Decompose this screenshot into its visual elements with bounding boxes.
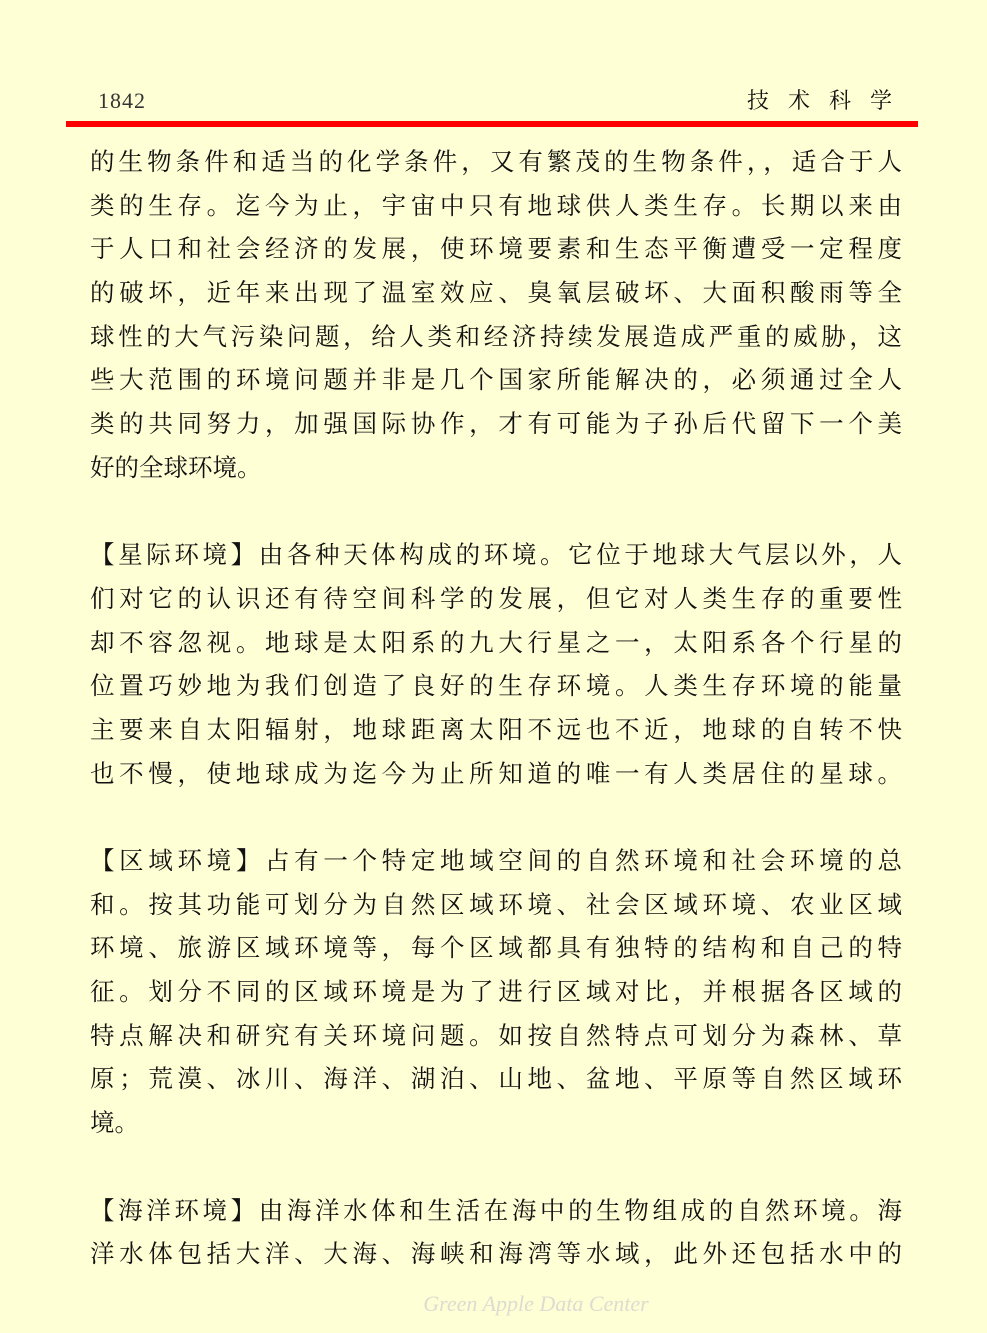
- text-line: 也不慢，使地球成为迄今为止所知道的唯一有人类居住的星球。: [90, 758, 902, 788]
- text-line: 环境、旅游区域环境等，每个区域都具有独特的结构和自己的特: [90, 933, 902, 963]
- page-number: 1842: [98, 88, 146, 113]
- text-line: 洋水体包括大洋、大海、海峡和海湾等水域，此外还包括水中的: [90, 1239, 902, 1269]
- paragraph: [90, 839, 902, 1145]
- text-line: 原；荒漠、冰川、海洋、湖泊、山地、盆地、平原等自然区域环: [90, 1064, 902, 1094]
- text-line: 的生物条件和适当的化学条件，又有繁茂的生物条件，，适合于人: [90, 147, 902, 176]
- text-line: 主要来自太阳辐射，地球距离太阳不远也不近，地球的自转不快: [90, 714, 902, 744]
- text-line: 球性的大气污染问题，给人类和经济持续发展造成严重的威胁，这: [90, 321, 902, 351]
- text-line: 却不容忽视。地球是太阳系的九大行星之一，太阳系各个行星的: [90, 627, 902, 657]
- text-line: 类的共同努力，加强国际协作，才有可能为子孙后代留下一个美: [90, 409, 902, 439]
- text-line: 征。划分不同的区域环境是为了进行区域对比，并根据各区域的: [90, 977, 902, 1007]
- text-line: 【星际环境】由各种天体构成的环境。它位于地球大气层以外，人: [90, 540, 902, 570]
- text-line: 们对它的认识还有待空间科学的发展，但它对人类生存的重要性: [90, 583, 902, 613]
- text-line: 【海洋环境】由海洋水体和生活在海中的生物组成的自然环境。海: [90, 1195, 902, 1225]
- text-line: 位置巧妙地为我们创造了良好的生存环境。人类生存环境的能量: [90, 671, 902, 701]
- text-line: 些大范围的环境问题并非是几个国家所能解决的，必须通过全人: [90, 365, 902, 395]
- text-line: 和。按其功能可划分为自然区域环境、社会区域环境、农业区域: [90, 889, 902, 919]
- paragraph: [90, 533, 902, 795]
- text-line: 特点解决和研究有关环境问题。如按自然特点可划分为森林、草: [90, 1020, 902, 1050]
- text-line: 类的生存。迄今为止，宇宙中只有地球供人类生存。长期以来由: [90, 190, 902, 220]
- text-line: 好的全球环境。: [90, 452, 262, 482]
- paragraph: [90, 140, 902, 490]
- watermark: Green Apple Data Center: [423, 1291, 649, 1316]
- section-title: 技术科学: [746, 89, 911, 114]
- text-line: 境。: [90, 1108, 139, 1138]
- article-body: [90, 140, 902, 1320]
- text-line: 【区域环境】占有一个特定地域空间的自然环境和社会环境的总: [90, 846, 902, 875]
- text-line: 的破坏，近年来出现了温室效应、臭氧层破坏、大面积酸雨等全: [90, 278, 902, 308]
- header-rule: [66, 121, 918, 127]
- paragraph: [90, 1189, 902, 1276]
- text-line: 于人口和社会经济的发展，使环境要素和生态平衡遭受一定程度: [90, 234, 902, 264]
